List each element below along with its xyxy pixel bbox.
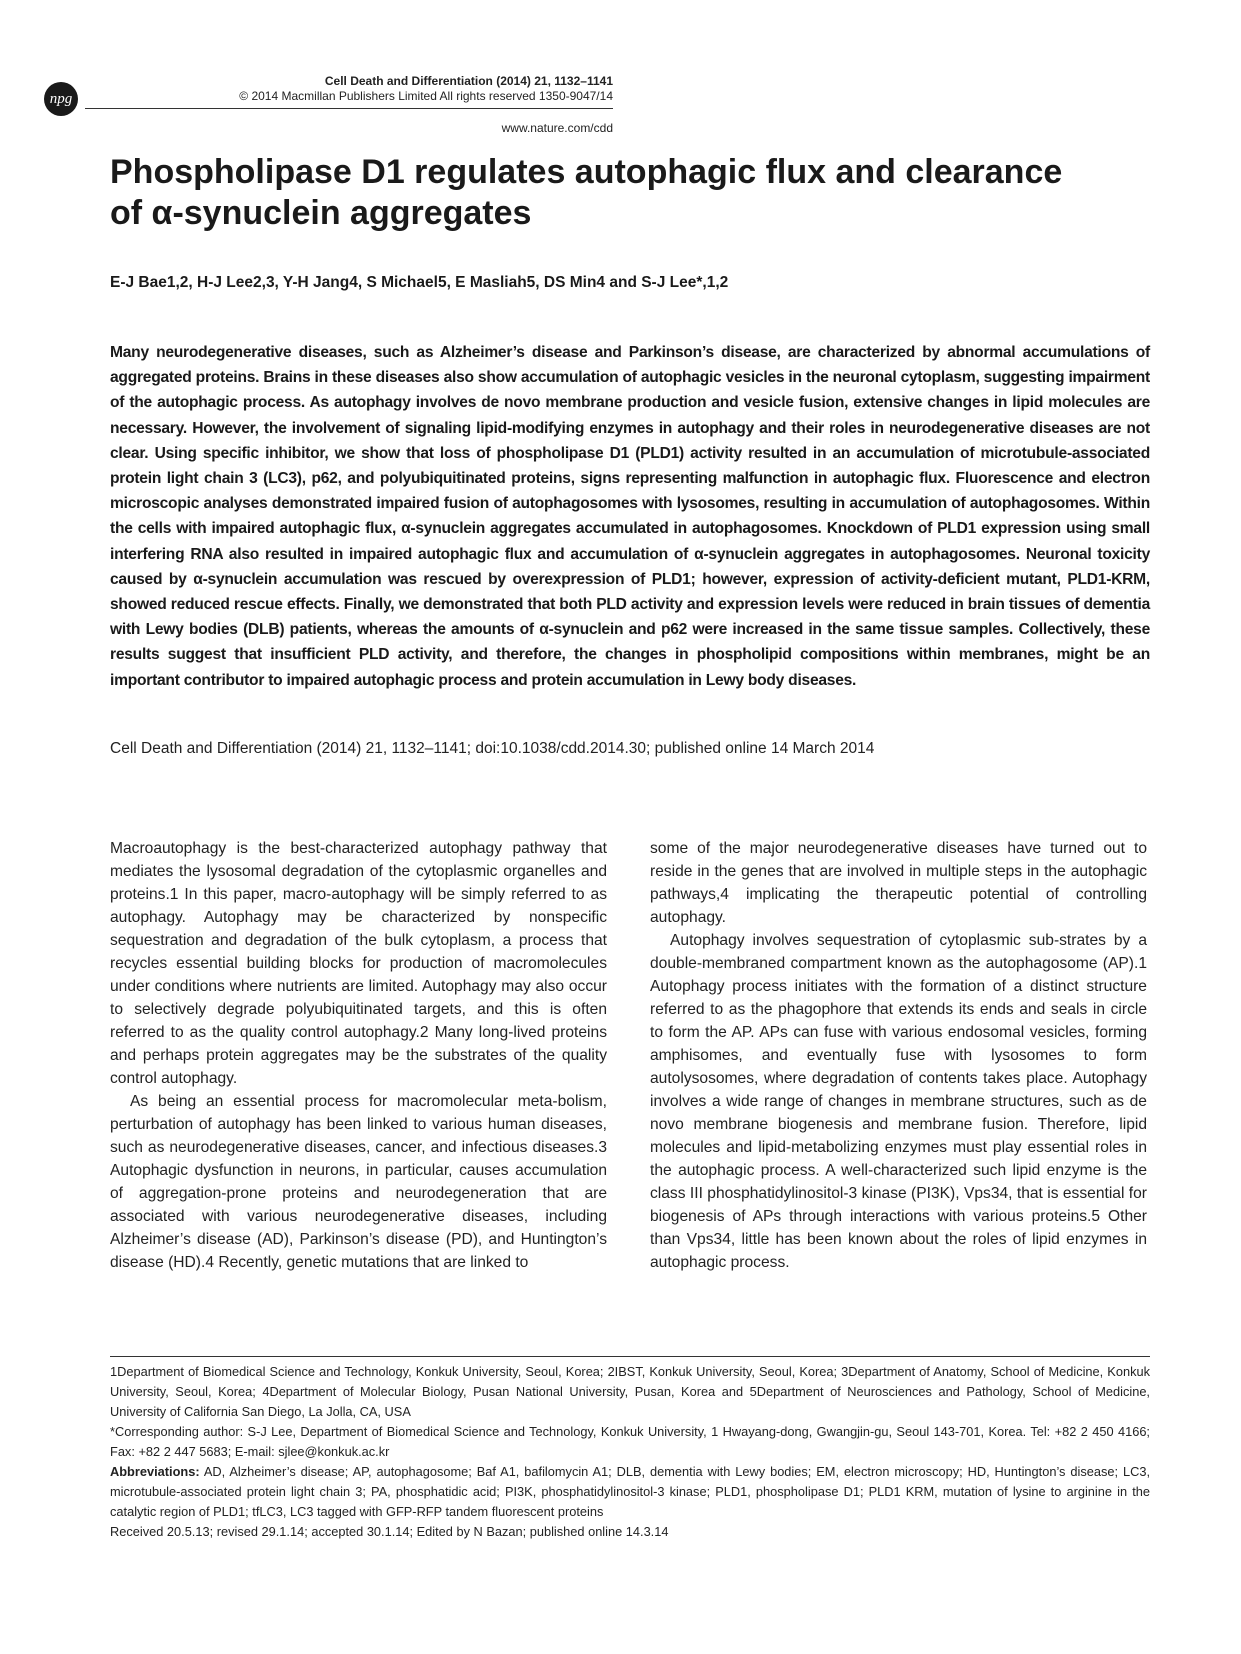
corresponding-author: *Corresponding author: S-J Lee, Department of Biomedical Science and Technology, Konkuk University, 1 Hwayang-dong, Gwangjin-gu, Seoul 143-701, Korea. Tel: +82 2 450 4166; Fax: +82 2 447 5683; E-mail: sjlee@konkuk.ac.kr — [110, 1424, 1150, 1459]
body-column-right — [650, 837, 1147, 1274]
header-rule — [85, 108, 613, 109]
article-title: Phospholipase D1 regulates autophagic flux and clearance of α-synuclein aggregates — [110, 153, 1063, 232]
received-dates: Received 20.5.13; revised 29.1.14; accepted 30.1.14; Edited by N Bazan; published online 14.3.14 — [110, 1524, 669, 1539]
body-paragraph: As being an essential process for macromolecular meta-bolism, perturbation of autophagy has been linked to various human diseases, such as neurodegenerative diseases, cancer, and infectious diseases.3 Autophagic dysfunction in neurons, in particular, causes accumulation of aggregation-prone proteins and neurodegeneration that are associated with various neurodegenerative diseases, including Alzheimer’s disease (AD), Parkinson’s disease (PD), and Huntington’s disease (HD).4 Recently, genetic mutations that are linked to — [110, 1093, 607, 1271]
journal-url[interactable]: www.nature.com/cdd — [501, 121, 613, 135]
abbreviations — [110, 1462, 1150, 1522]
body-paragraph: Autophagy involves sequestration of cytoplasmic sub-strates by a double-membraned compartment known as the autophagosome (AP).1 Autophagy process initiates with the formation of a distinct structure referred to as the phagophore that extends its ends and seals in circle to form the AP. APs can fuse with various endosomal vesicles, forming amphisomes, and eventually fuse with lysosomes to form autolysosomes, where degradation of contents takes place. Autophagy involves a wide range of changes in membrane structures, such as de novo membrane biogenesis and membrane fusion. Therefore, lipid molecules and lipid-metabolizing enzymes must play essential roles in the autophagic process. A well-characterized such lipid enzyme is the class III phosphatidylinositol-3 kinase (PI3K), Vps34, that is essential for biogenesis of APs through interactions with various proteins.5 Other than Vps34, little has been known about the roles of lipid enzymes in autophagic process. — [650, 932, 1147, 1271]
affiliations: 1Department of Biomedical Science and Technology, Konkuk University, Seoul, Korea; 2IBST, Konkuk University, Seoul, Korea; 3Department of Anatomy, School of Medicine, Konkuk University, Seoul, Korea; 4Department of Molecular Biology, Pusan National University, Pusan, Korea and 5Department of Neurosciences and Pathology, School of Medicine, University of California San Diego, La Jolla, CA, USA — [110, 1364, 1150, 1419]
body-paragraph: Macroautophagy is the best-characterized autophagy pathway that mediates the lysosomal degradation of the cytoplasmic organelles and proteins.1 In this paper, macro-autophagy will be simply referred to as autophagy. Autophagy may be characterized by nonspecific sequestration and degradation of the bulk cytoplasm, a process that recycles essential building blocks for production of macromolecules under conditions where nutrients are limited. Autophagy may also occur to selectively degrade polyubiquitinated targets, and this is often referred to as the quality control autophagy.2 Many long-lived proteins and perhaps protein aggregates may be the substrates of the quality control autophagy. — [110, 840, 607, 1087]
copyright-line: © 2014 Macmillan Publishers Limited All rights reserved 1350-9047/14 — [239, 89, 613, 103]
body-column-left — [110, 837, 607, 1274]
journal-citation: Cell Death and Differentiation (2014) 21, 1132–1141 — [324, 74, 613, 88]
abbreviations-label: Abbreviations: — [110, 1464, 200, 1479]
article-citation: Cell Death and Differentiation (2014) 21, 1132–1141; doi:10.1038/cdd.2014.30; published online 14 March 2014 — [110, 740, 875, 757]
footnotes — [110, 1362, 1150, 1542]
npg-logo: npg — [44, 82, 78, 116]
footnote-rule — [110, 1356, 1150, 1357]
author-list: E-J Bae1,2, H-J Lee2,3, Y-H Jang4, S Michael5, E Masliah5, DS Min4 and S-J Lee*,1,2 — [110, 274, 729, 291]
abstract: Many neurodegenerative diseases, such as Alzheimer’s disease and Parkinson’s disease, are characterized by abnormal accumulations of aggregated proteins. Brains in these diseases also show accumulation of autophagic vesicles in the neuronal cytoplasm, suggesting impairment of the autophagic process. As autophagy involves de novo membrane production and vesicle fusion, extensive changes in lipid molecules are necessary. However, the involvement of signaling lipid-modifying enzymes in autophagy and their roles in neurodegenerative diseases are not clear. Using specific inhibitor, we show that loss of phospholipase D1 (PLD1) activity resulted in an accumulation of microtubule-associated protein light chain 3 (LC3), p62, and polyubiquitinated proteins, signs representing malfunction in autophagic flux. Fluorescence and electron microscopic analyses demonstrated impaired fusion of autophagosomes with lysosomes, resulting in accumulation of autophagosomes. Within the cells with impaired autophagic flux, α-synuclein aggregates accumulated in autophagosomes. Knockdown of PLD1 expression using small interfering RNA also resulted in impaired autophagic flux and accumulation of α-synuclein aggregates in autophagosomes. Neuronal toxicity caused by α-synuclein accumulation was rescued by overexpression of PLD1; however, expression of activity-deficient mutant, PLD1-KRM, showed reduced rescue effects. Finally, we demonstrated that both PLD activity and expression levels were reduced in brain tissues of dementia with Lewy bodies (DLB) patients, whereas the amounts of α-synuclein and p62 were increased in the same tissue samples. Collectively, these results suggest that insufficient PLD activity, and therefore, the changes in phospholipid compositions within membranes, might be an important contributor to impaired autophagic process and protein accumulation in Lewy body diseases. — [110, 344, 1150, 689]
journal-header — [100, 74, 613, 104]
body-paragraph: some of the major neurodegenerative diseases have turned out to reside in the genes that are involved in multiple steps in the autophagic pathways,4 implicating the therapeutic potential of controlling autophagy. — [650, 840, 1147, 926]
abbreviations-text: AD, Alzheimer’s disease; AP, autophagosome; Baf A1, bafilomycin A1; DLB, dementia with Lewy bodies; EM, electron microscopy; HD, Huntington’s disease; LC3, microtubule-associated protein light chain 3; PA, phosphatidic acid; PI3K, phosphatidylinositol-3 kinase; PLD1, phospholipase D1; PLD1 KRM, mutation of lysine to arginine in the catalytic region of PLD1; tfLC3, LC3 tagged with GFP-RFP tandem fluorescent proteins — [110, 1464, 1150, 1519]
